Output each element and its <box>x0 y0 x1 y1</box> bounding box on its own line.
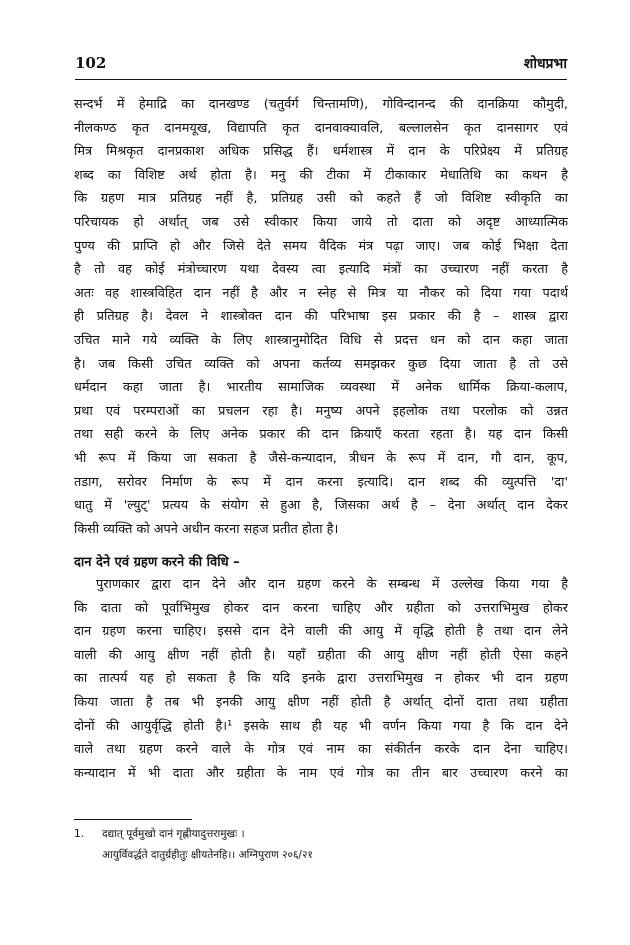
text-line: परिचायक हो अर्थात् जब उसे स्वीकार किया जाये तो दाता को अदृष्ट आध्यात्मिक <box>74 214 568 230</box>
text-line: दोनों की आयुर्वृद्धि होती है।¹ इसके साथ ही यह भी वर्णन किया गया है कि दान देने <box>74 718 568 734</box>
text-line: सन्दर्भ में हेमाद्रि का दानखण्ड (चतुर्वर्ग चिन्तामणि), गोविन्दानन्द की दानक्रिया कौमुदी, <box>74 97 568 112</box>
footnote-line-1 <box>74 824 568 845</box>
footnote-line-2: आयुर्विवर्द्धते दातुर्ग्रहीतुः क्षीयतेनहि।। अग्निपुराण २०६/२१ <box>102 849 313 861</box>
text-line: का तात्पर्य यह हो सकता है कि यदि इनके द्वारा उत्तराभिमुख न होकर भी दान ग्रहण <box>74 671 568 687</box>
text-line: कि दाता को पूर्वाभिमुख होकर दान करना चाहिए और ग्रहीता को उत्तराभिमुख होकर <box>74 600 568 616</box>
text-line: नीलकण्ठ कृत दानमयूख, विद्यापति कृत दानवाक्यावलि, बल्लालसेन कृत दानसागर एवं <box>74 120 568 136</box>
text-line: प्रथा एवं परम्पराओं का प्रचलन रहा है। मनुष्य अपने इहलोक तथा परलोक को उन्नत <box>74 403 568 419</box>
footnote-marker: 1. <box>74 828 85 840</box>
text-line: किया जाता है तब भी इनकी आयु क्षीण नहीं होती है अर्थात् दोनों दाता तथा ग्रहीता <box>74 694 568 710</box>
text-line: किसी व्यक्ति को अपने अधीन करना सहज प्रतीत होता है। <box>74 521 339 537</box>
paragraph-dana-definition <box>74 93 568 541</box>
header-rule <box>75 79 567 80</box>
text-line: कि ग्रहण मात्र प्रतिग्रह नहीं है, प्रतिग्रह उसी को कहते हैं जो विशिष्ट स्वीकृति का <box>74 191 568 207</box>
text-line: पुराणकार द्वारा दान देने और दान ग्रहण करने के सम्बन्ध में उल्लेख किया गया है <box>96 577 568 592</box>
text-line: दान ग्रहण करना चाहिए। इससे दान देने वाली की आयु में वृद्धि होती है तथा दान लेने <box>74 624 568 640</box>
text-line: है तो वह कोई मंत्रोच्चारण यथा देवस्य त्वा इत्यादि मंत्रों का उच्चारण नहीं करता है <box>74 262 568 278</box>
footnotes <box>74 824 568 866</box>
text-line: उचित माने गये व्यक्ति के लिए शास्त्रानुमोदित विधि से प्रदत्त धन को दान कहा जाता <box>74 332 568 348</box>
text-line: है। जब किसी उचित व्यक्ति को अपना कर्तव्य समझकर कुछ दिया जाता है तो उसे <box>74 356 568 372</box>
text-line: मित्र मिश्रकृत दानप्रकाश अधिक प्रसिद्ध हैं। धर्मशास्त्र में दान के परिप्रेक्ष्य में प्रतिग्रह <box>74 144 568 160</box>
text-line: तडाग, सरोवर निर्माण के रूप में दान करना इत्यादि। दान शब्द की व्युत्पत्ति 'दा' <box>74 474 568 490</box>
running-title: शोधप्रभा <box>523 56 567 72</box>
text-line: वाली की आयु क्षीण नहीं होती है। यहाँ ग्रहीता की आयु क्षीण नहीं होती ऐसा कहने <box>74 647 568 663</box>
text-line: कन्यादान में भी दाता और ग्रहीता के नाम एवं गोत्र का तीन बार उच्चारण करने का <box>74 765 568 781</box>
text-line: तथा सही करने के लिए अनेक प्रकार की दान क्रियाएँ करता रहता है। यह दान किसी <box>74 427 568 443</box>
text-line: भी रूप में किया जा सकता है जैसे-कन्यादान, त्रीधन के रूप में दान, गौ दान, कूप, <box>74 450 568 466</box>
footnote-text-1: दद्यात् पूर्वमुखो दानं गृह्णीयादुत्तरामुखः । <box>102 828 245 840</box>
text-line: ही प्रतिग्रह है। देवल ने शास्त्रोक्त दान की परिभाषा इस प्रकार की है – शास्त्र द्वारा <box>74 309 568 325</box>
page-number: 102 <box>75 54 107 72</box>
text-line: अतः वह शास्त्रविहित दान नहीं है और न स्नेह से मित्र या नौकर को दिया गया पदार्थ <box>74 285 568 301</box>
footnote-rule <box>74 819 192 820</box>
text-line: धातु में 'ल्युट्' प्रत्यय के संयोग से हुआ है, जिसका अर्थ है – देना अर्थात् दान देकर <box>74 498 568 514</box>
text-line: शब्द का विशिष्ट अर्थ होता है। मनु की टीका में टीकाकार मेधातिथि का कथन है <box>74 167 568 183</box>
page-header <box>75 52 567 78</box>
text-line: वाले तथा ग्रहण करने वाले के गोत्र एवं नाम का संकीर्तन करके दान देना चाहिए। <box>74 742 568 758</box>
text-line: पुण्य की प्राप्ति हो और जिसे देते समय वैदिक मंत्र पढ़ा जाए। जब कोई भिक्षा देता <box>74 238 568 254</box>
text-line: धर्मदान कहा जाता है। भारतीय सामाजिक व्यवस्था में अनेक धार्मिक क्रिया-कलाप, <box>74 380 568 396</box>
paragraph-dana-method <box>74 573 568 785</box>
section-heading: दान देने एवं ग्रहण करने की विधि – <box>74 555 240 570</box>
